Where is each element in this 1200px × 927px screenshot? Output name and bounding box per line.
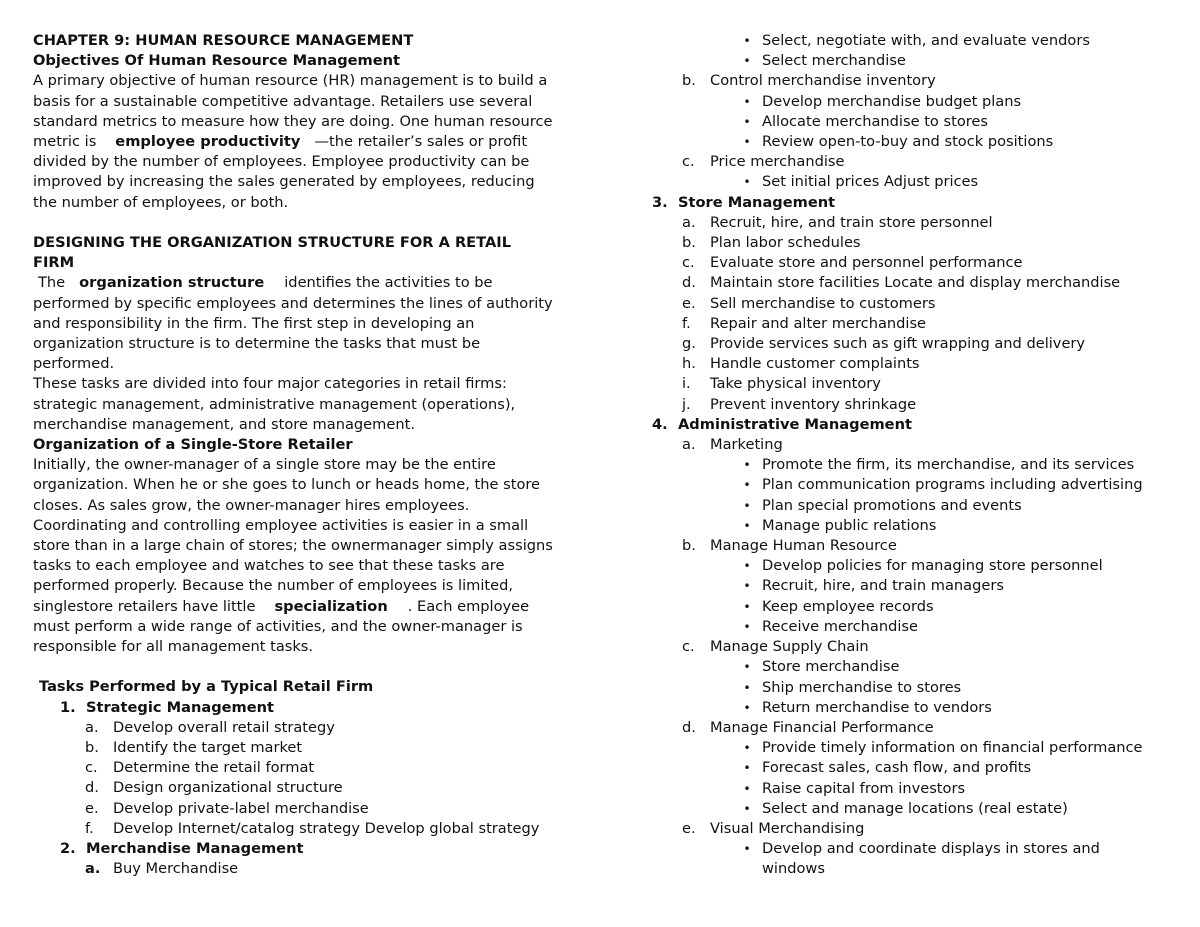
bullet-item xyxy=(652,475,1192,495)
list-number: 2. xyxy=(60,840,76,858)
bullet-text: Select merchandise xyxy=(762,52,906,70)
bullet-icon: • xyxy=(743,518,751,533)
paragraph-line: basis for a sustainable competitive advantage. Retailers use several xyxy=(33,92,533,110)
section-heading xyxy=(33,698,593,718)
list-letter: h. xyxy=(682,355,696,373)
bullet-text: Review open-to-buy and stock positions xyxy=(762,133,1054,151)
list-item xyxy=(652,334,1192,354)
bullet-icon: • xyxy=(743,741,751,756)
paragraph-line: Coordinating and controlling employee activities is easier in a small xyxy=(33,516,529,534)
list-item-text: Provide services such as gift wrapping and delivery xyxy=(710,335,1086,353)
list-item xyxy=(652,253,1192,273)
list-letter: a. xyxy=(85,860,101,878)
list-item-text: Plan labor schedules xyxy=(710,234,861,252)
list-item xyxy=(33,778,593,798)
list-item-text: Determine the retail format xyxy=(113,759,315,777)
paragraph-line: performed by specific employees and determines the lines of authority xyxy=(33,294,553,312)
list-item-text: Maintain store facilities Locate and display merchandise xyxy=(710,274,1121,292)
bullet-item-continuation xyxy=(652,859,1192,879)
list-item-text: Sell merchandise to customers xyxy=(710,294,936,312)
bullet-icon: • xyxy=(743,842,751,857)
bullet-item xyxy=(652,516,1192,536)
single-store-heading: Organization of a Single-Store Retailer xyxy=(33,436,353,454)
list-letter: c. xyxy=(682,153,695,171)
list-item-text: Manage Supply Chain xyxy=(710,638,869,656)
paragraph-line: improved by increasing the sales generated by employees, reducing xyxy=(33,173,535,191)
list-letter: b. xyxy=(682,72,696,90)
list-item-text: Prevent inventory shrinkage xyxy=(710,395,917,413)
bullet-text: Plan communication programs including advertising xyxy=(762,476,1143,494)
paragraph-line: standard metrics to measure how they are doing. One human resource xyxy=(33,112,553,130)
bullet-item xyxy=(652,698,1192,718)
chapter-title: CHAPTER 9: HUMAN RESOURCE MANAGEMENT xyxy=(33,32,414,49)
section-heading xyxy=(652,415,1192,435)
paragraph-line: A primary objective of human resource (HR) management is to build a xyxy=(33,72,548,90)
list-item xyxy=(33,799,593,819)
bullet-item xyxy=(652,839,1192,859)
bullet-text: windows xyxy=(762,860,825,878)
bullet-text: Store merchandise xyxy=(762,658,900,676)
bullet-text: Ship merchandise to stores xyxy=(762,678,962,696)
bullet-text: Set initial prices Adjust prices xyxy=(762,173,979,191)
list-item xyxy=(652,152,1192,172)
bullet-item xyxy=(652,92,1192,112)
list-letter: e. xyxy=(85,799,99,817)
list-number: 4. xyxy=(652,415,668,433)
section-heading xyxy=(33,839,593,859)
list-item-text: Recruit, hire, and train store personnel xyxy=(710,213,993,231)
list-item-text: Visual Merchandising xyxy=(710,819,865,837)
bullet-item xyxy=(652,496,1192,516)
bullet-icon: • xyxy=(743,559,751,574)
tasks-title: Tasks Performed by a Typical Retail Firm xyxy=(39,678,374,696)
list-letter: a. xyxy=(85,718,99,736)
list-item-text: Control merchandise inventory xyxy=(710,72,936,90)
list-item xyxy=(33,859,593,879)
bullet-text: Return merchandise to vendors xyxy=(762,698,992,716)
text-fragment: —the retailer’s sales or profit xyxy=(314,133,528,151)
list-item xyxy=(652,233,1192,253)
section-heading xyxy=(652,193,1192,213)
paragraph-line: store than in a large chain of stores; the ownermanager simply assigns xyxy=(33,537,553,555)
bullet-icon: • xyxy=(743,680,751,695)
list-item xyxy=(652,395,1192,415)
bullet-icon: • xyxy=(743,619,751,634)
paragraph-line: closes. As sales grow, the owner-manager hires employees. xyxy=(33,496,470,514)
list-letter: d. xyxy=(85,779,99,797)
bullet-text: Promote the firm, its merchandise, and its services xyxy=(762,456,1135,474)
list-letter: c. xyxy=(85,759,98,777)
list-number: 3. xyxy=(652,193,668,211)
list-item-text: Design organizational structure xyxy=(113,779,343,797)
bullet-icon: • xyxy=(743,761,751,776)
list-item-text: Identify the target market xyxy=(113,739,303,757)
list-number: 1. xyxy=(60,698,76,716)
designing-heading: DESIGNING THE ORGANIZATION STRUCTURE FOR A RETAIL xyxy=(33,234,512,252)
list-letter: f. xyxy=(682,314,691,332)
list-item-text: Develop Internet/catalog strategy Develop global strategy xyxy=(113,819,540,837)
list-item-text: Manage Financial Performance xyxy=(710,718,934,736)
bullet-text: Provide timely information on financial performance xyxy=(762,739,1143,757)
paragraph-line: the number of employees, or both. xyxy=(33,193,289,211)
paragraph-line xyxy=(33,273,593,293)
list-item-text: Take physical inventory xyxy=(710,375,881,393)
spacer xyxy=(33,657,593,677)
paragraph-line: and responsibility in the firm. The first step in developing an xyxy=(33,314,475,332)
objectives-heading: Objectives Of Human Resource Management xyxy=(33,52,401,70)
bullet-icon: • xyxy=(743,700,751,715)
bullet-item xyxy=(652,112,1192,132)
paragraph-line: performed. xyxy=(33,355,115,373)
bullet-icon: • xyxy=(743,781,751,796)
key-term: specialization xyxy=(274,597,388,615)
bullet-item xyxy=(652,597,1192,617)
list-item-text: Evaluate store and personnel performance xyxy=(710,254,1023,272)
bullet-text: Develop merchandise budget plans xyxy=(762,92,1022,110)
list-item xyxy=(652,314,1192,334)
list-item-text: Buy Merchandise xyxy=(113,860,239,878)
bullet-icon: • xyxy=(743,498,751,513)
paragraph-line: divided by the number of employees. Employee productivity can be xyxy=(33,153,530,171)
list-item xyxy=(652,718,1192,738)
bullet-icon: • xyxy=(743,660,751,675)
key-term: organization structure xyxy=(79,274,265,292)
bullet-text: Select and manage locations (real estate) xyxy=(762,799,1068,817)
list-letter: c. xyxy=(682,638,695,656)
list-letter: g. xyxy=(682,335,696,353)
bullet-icon: • xyxy=(743,599,751,614)
list-item-text: Manage Human Resource xyxy=(710,537,897,555)
bullet-item xyxy=(652,455,1192,475)
bullet-item xyxy=(652,31,1192,51)
list-item xyxy=(652,435,1192,455)
list-item xyxy=(33,758,593,778)
bullet-item xyxy=(652,657,1192,677)
text-fragment: . Each employee xyxy=(407,597,530,615)
list-item xyxy=(33,738,593,758)
list-item-text: Price merchandise xyxy=(710,153,845,171)
list-item xyxy=(33,819,593,839)
bullet-item xyxy=(652,799,1192,819)
paragraph-line: Initially, the owner-manager of a single store may be the entire xyxy=(33,456,496,474)
bullet-item xyxy=(652,576,1192,596)
section-title: Store Management xyxy=(678,193,836,211)
list-letter: j. xyxy=(682,395,691,413)
list-letter: a. xyxy=(682,436,696,454)
bullet-icon: • xyxy=(743,94,751,109)
paragraph-line: These tasks are divided into four major categories in retail firms: xyxy=(33,375,507,393)
bullet-item xyxy=(652,779,1192,799)
paragraph-line: merchandise management, and store management. xyxy=(33,415,415,433)
paragraph-line: organization structure is to determine the tasks that must be xyxy=(33,335,481,353)
designing-heading-cont: FIRM xyxy=(33,254,75,272)
bullet-icon: • xyxy=(743,458,751,473)
list-item-text: Repair and alter merchandise xyxy=(710,314,927,332)
paragraph-line xyxy=(33,597,593,617)
list-letter: c. xyxy=(682,254,695,272)
bullet-text: Allocate merchandise to stores xyxy=(762,112,989,130)
list-item xyxy=(33,718,593,738)
bullet-item xyxy=(652,678,1192,698)
spacer xyxy=(33,213,593,233)
bullet-text: Develop policies for managing store personnel xyxy=(762,557,1103,575)
section-title: Administrative Management xyxy=(678,415,912,433)
bullet-text: Keep employee records xyxy=(762,597,934,615)
bullet-text: Plan special promotions and events xyxy=(762,496,1022,514)
bullet-text: Raise capital from investors xyxy=(762,779,966,797)
bullet-icon: • xyxy=(743,478,751,493)
bullet-icon: • xyxy=(743,54,751,69)
bullet-icon: • xyxy=(743,801,751,816)
bullet-icon: • xyxy=(743,114,751,129)
list-letter: d. xyxy=(682,274,696,292)
list-letter: e. xyxy=(682,819,696,837)
paragraph-line: tasks to each employee and watches to see that these tasks are xyxy=(33,557,505,575)
bullet-text: Recruit, hire, and train managers xyxy=(762,577,1004,595)
list-item xyxy=(652,374,1192,394)
bullet-icon: • xyxy=(743,579,751,594)
bullet-icon: • xyxy=(743,34,751,48)
key-term: employee productivity xyxy=(115,133,301,151)
bullet-item xyxy=(652,738,1192,758)
list-item-text: Handle customer complaints xyxy=(710,355,920,373)
bullet-icon: • xyxy=(743,135,751,150)
list-item xyxy=(652,819,1192,839)
list-item xyxy=(652,536,1192,556)
right-column xyxy=(652,31,1192,880)
list-item xyxy=(652,213,1192,233)
bullet-text: Select, negotiate with, and evaluate vendors xyxy=(762,32,1090,49)
section-title: Merchandise Management xyxy=(86,840,304,858)
paragraph-line: responsible for all management tasks. xyxy=(33,638,314,656)
list-letter: a. xyxy=(682,213,696,231)
text-fragment: metric is xyxy=(33,133,97,151)
bullet-item xyxy=(652,172,1192,192)
text-fragment: identifies the activities to be xyxy=(284,274,493,292)
section-title: Strategic Management xyxy=(86,698,275,716)
list-letter: b. xyxy=(85,739,99,757)
bullet-text: Forecast sales, cash flow, and profits xyxy=(762,759,1032,777)
list-letter: e. xyxy=(682,294,696,312)
list-letter: b. xyxy=(682,234,696,252)
bullet-item xyxy=(652,617,1192,637)
list-item xyxy=(652,637,1192,657)
list-item-text: Marketing xyxy=(710,436,783,454)
text-fragment: singlestore retailers have little xyxy=(33,597,256,615)
paragraph-line: organization. When he or she goes to lunch or heads home, the store xyxy=(33,476,541,494)
bullet-item xyxy=(652,132,1192,152)
paragraph-line: must perform a wide range of activities, and the owner-manager is xyxy=(33,617,523,635)
bullet-text: Develop and coordinate displays in stores and xyxy=(762,840,1100,858)
list-letter: b. xyxy=(682,537,696,555)
bullet-icon: • xyxy=(743,175,751,190)
text-fragment: The xyxy=(38,274,66,292)
list-letter: f. xyxy=(85,819,94,837)
list-item xyxy=(652,354,1192,374)
list-item xyxy=(652,273,1192,293)
list-item-text: Develop private-label merchandise xyxy=(113,799,369,817)
bullet-text: Manage public relations xyxy=(762,516,937,534)
list-item xyxy=(652,294,1192,314)
bullet-item xyxy=(652,51,1192,71)
paragraph-line xyxy=(33,132,593,152)
paragraph-line: performed properly. Because the number of employees is limited, xyxy=(33,577,514,595)
list-letter: i. xyxy=(682,375,691,393)
bullet-item xyxy=(652,758,1192,778)
bullet-item xyxy=(652,556,1192,576)
list-item xyxy=(652,71,1192,91)
list-letter: d. xyxy=(682,718,696,736)
list-item-text: Develop overall retail strategy xyxy=(113,718,335,736)
left-column xyxy=(33,31,593,880)
bullet-text: Receive merchandise xyxy=(762,617,919,635)
paragraph-line: strategic management, administrative management (operations), xyxy=(33,395,516,413)
